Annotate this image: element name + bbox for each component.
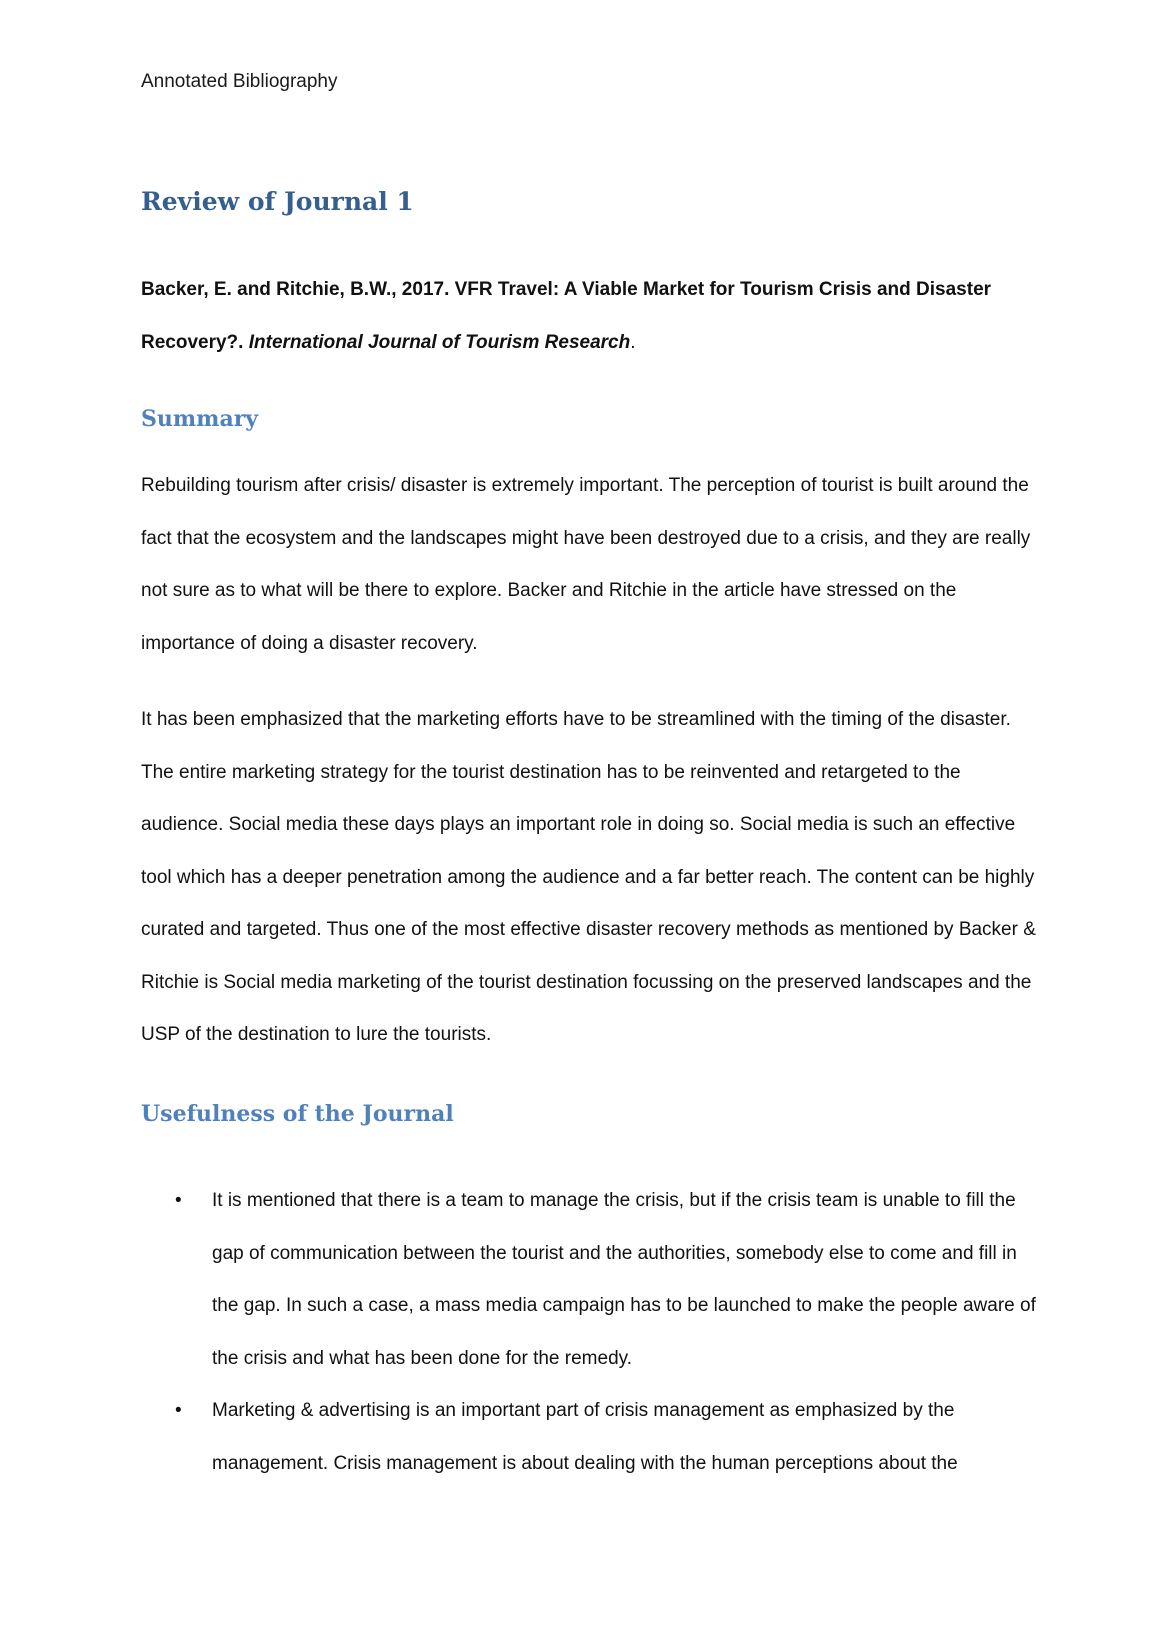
bullet-icon: • — [175, 1190, 182, 1211]
page-header: Annotated Bibliography — [141, 71, 338, 92]
citation — [141, 264, 1031, 369]
usefulness-heading: Usefulness of the Journal — [141, 1101, 454, 1127]
citation-journal: International Journal of Tourism Research — [248, 331, 631, 353]
citation-main: Backer, E. and Ritchie, B.W., 2017. VFR Travel: A Viable Market for Tourism Crisis and Disaster Recovery?. — [141, 279, 992, 353]
citation-tail: . — [630, 331, 636, 353]
list-item-text: It is mentioned that there is a team to manage the crisis, but if the crisis team is unable to fill the gap of communication between the tourist and the authorities, somebody else to come and fill in the gap. In such a case, a mass media campaign has to be launched to make the people aware of the crisis and what has been done for the remedy. — [212, 1190, 1036, 1369]
usefulness-list — [141, 1175, 1036, 1490]
list-item-text: Marketing & advertising is an important part of crisis management as emphasized by the management. Crisis management is about dealing with the human perceptions about the — [212, 1400, 958, 1474]
review-title: Review of Journal 1 — [141, 187, 414, 216]
list-item — [141, 1175, 1036, 1385]
list-item — [141, 1385, 1036, 1490]
summary-paragraph-1: Rebuilding tourism after crisis/ disaster is extremely important. The perception of tourist is built around the fact that the ecosystem and the landscapes might have been destroyed due to a crisis, and they are really not sure as to what will be there to explore. Backer and Ritchie in the article have stressed on the importance of doing a disaster recovery. — [141, 475, 1031, 654]
summary-heading: Summary — [141, 406, 259, 432]
summary-paragraph-2: It has been emphasized that the marketing efforts have to be streamlined with the timing of the disaster. The entire marketing strategy for the tourist destination has to be reinvented and retargeted to the audience. Social media these days plays an important role in doing so. Social media is such an effective tool which has a deeper penetration among the audience and a far better reach. The content can be highly curated and targeted. Thus one of the most effective disaster recovery methods as mentioned by Backer & Ritchie is Social media marketing of the tourist destination focussing on the preserved landscapes and the USP of the destination to lure the tourists. — [141, 709, 1036, 1045]
bullet-icon: • — [175, 1400, 182, 1421]
